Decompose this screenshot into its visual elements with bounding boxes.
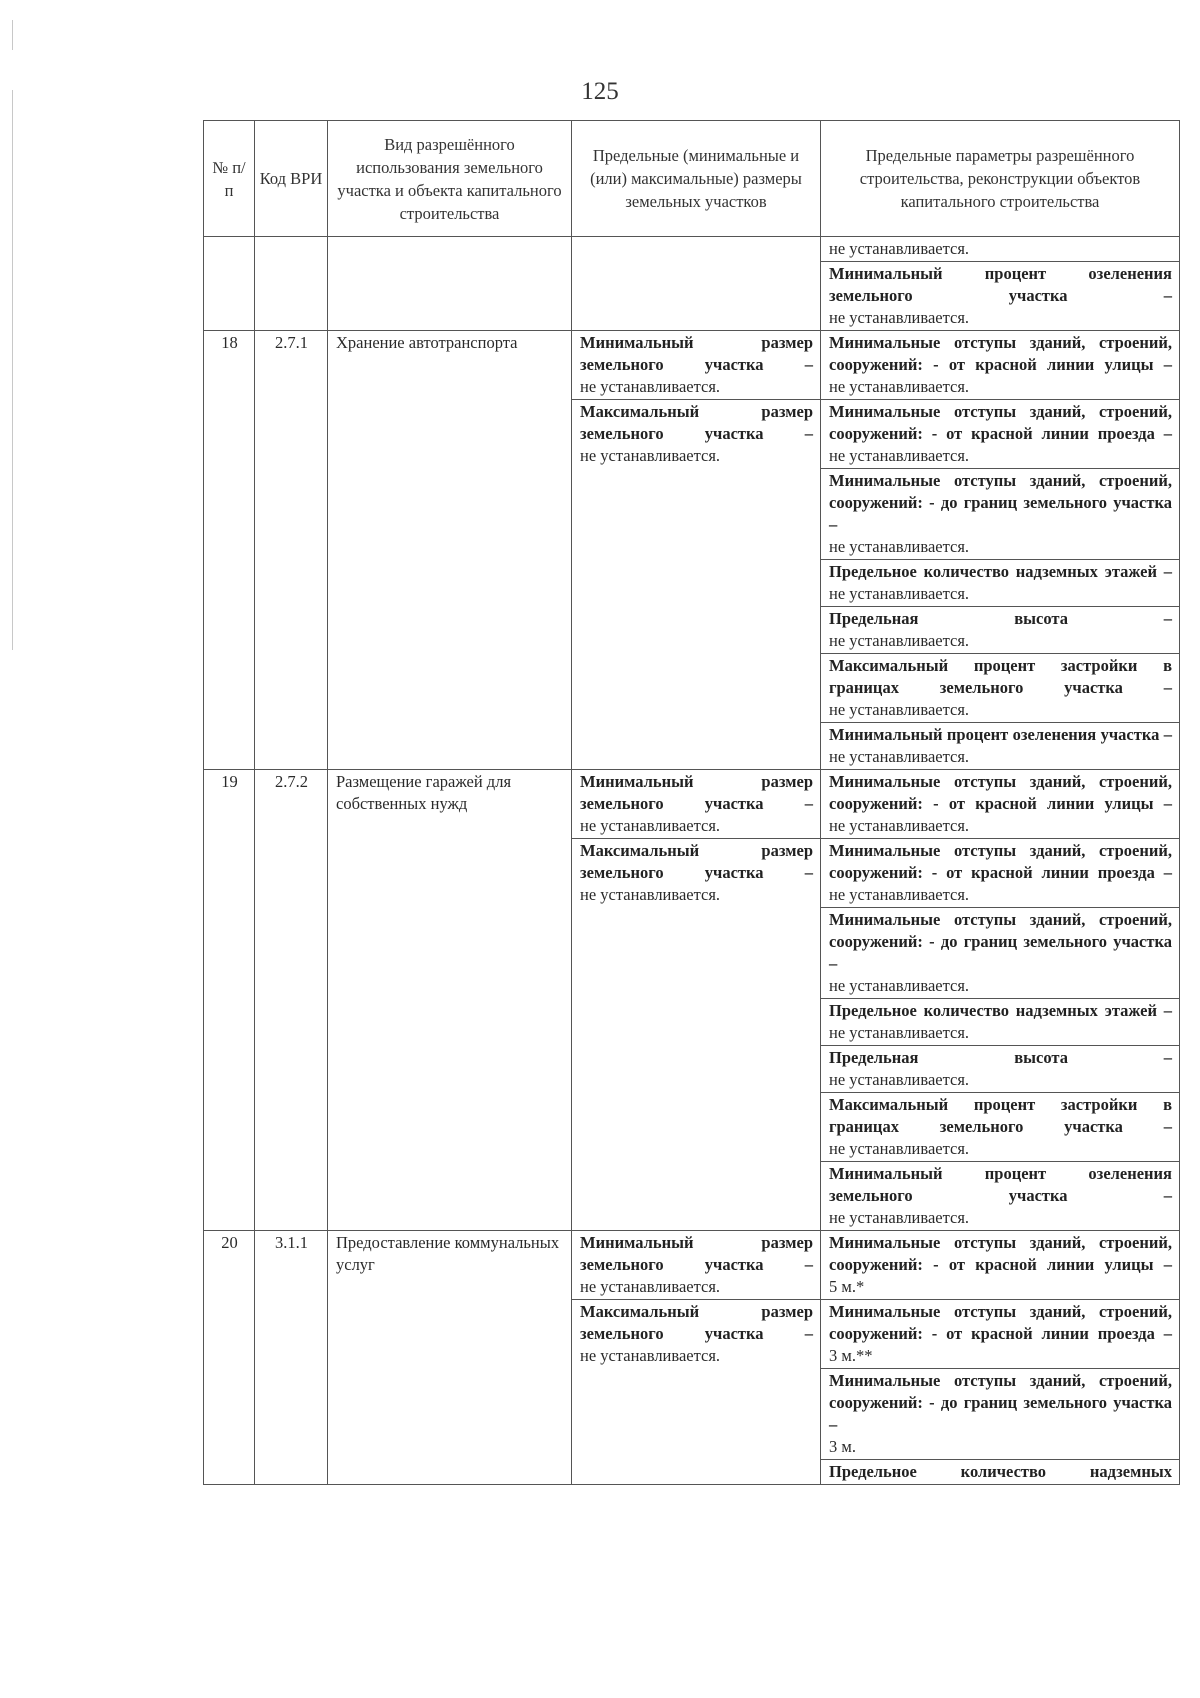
vri-code: 2.7.1	[255, 331, 328, 770]
param-heading: Максимальный процент застройки в границах земельного участка –	[829, 1095, 1172, 1136]
scan-margin-mark	[12, 90, 13, 650]
table-row	[204, 237, 1180, 262]
size-value: не устанавливается.	[580, 446, 721, 465]
param-direction: - от красной линии проезда –	[931, 863, 1173, 882]
param-text: не устанавливается.	[829, 239, 970, 258]
param-heading: Минимальный процент озеленения земельного участка –	[829, 1164, 1172, 1205]
param-cell	[821, 908, 1180, 999]
row-number: 19	[204, 770, 255, 1231]
min-size-cell	[572, 331, 821, 400]
row-number: 20	[204, 1231, 255, 1485]
param-direction: - от красной линии улицы –	[933, 1255, 1172, 1274]
scan-margin-mark	[12, 20, 13, 50]
use-type-name: Предоставление коммунальных услуг	[328, 1231, 572, 1485]
size-heading: Минимальный размер земельного участка –	[580, 333, 813, 374]
param-heading: Минимальные отступы зданий, строений, сооружений:	[829, 333, 1172, 374]
cell-code	[255, 237, 328, 331]
table-row	[204, 770, 1180, 839]
header-params: Предельные параметры разрешённого строительства, реконструкции объектов капитального строительства	[821, 121, 1180, 237]
param-heading: Минимальные отступы зданий, строений, сооружений:	[829, 402, 1172, 443]
size-heading: Минимальный размер земельного участка –	[580, 772, 813, 813]
param-direction: - от красной линии улицы –	[933, 355, 1172, 374]
size-value: не устанавливается.	[580, 377, 721, 396]
param-cell	[821, 1460, 1180, 1485]
param-value: не устанавливается.	[829, 885, 970, 904]
cell-use	[328, 237, 572, 331]
header-num: № п/п	[204, 121, 255, 237]
param-heading: Минимальные отступы зданий, строений, сооружений:	[829, 1371, 1172, 1412]
param-heading: Минимальные отступы зданий, строений, сооружений:	[829, 1233, 1172, 1274]
param-cell	[821, 262, 1180, 331]
param-cell	[821, 654, 1180, 723]
param-cell	[821, 1046, 1180, 1093]
param-cell	[821, 607, 1180, 654]
param-heading: Предельное количество надземных этажей –	[829, 1001, 1172, 1020]
param-cell	[821, 469, 1180, 560]
header-sizes: Предельные (минимальные и (или) максимальные) размеры земельных участков	[572, 121, 821, 237]
cell-size	[572, 237, 821, 331]
max-size-cell	[572, 400, 821, 770]
size-heading: Максимальный размер земельного участка –	[580, 841, 813, 882]
size-heading: Максимальный размер земельного участка –	[580, 402, 813, 443]
param-value: не устанавливается.	[829, 700, 970, 719]
min-size-cell	[572, 770, 821, 839]
param-cell	[821, 400, 1180, 469]
param-heading: Предельное количество надземных этажей –	[829, 562, 1172, 581]
header-use: Вид разрешённого использования земельного участка и объекта капитального строительства	[328, 121, 572, 237]
size-heading: Максимальный размер земельного участка –	[580, 1302, 813, 1343]
size-value: не устанавливается.	[580, 816, 721, 835]
param-cell	[821, 1231, 1180, 1300]
param-heading: Максимальный процент застройки в границах земельного участка –	[829, 656, 1172, 697]
param-heading: Минимальные отступы зданий, строений, сооружений:	[829, 772, 1172, 813]
param-heading: Минимальный процент озеленения участка –	[829, 725, 1172, 744]
param-value: не устанавливается.	[829, 1070, 970, 1089]
param-cell	[821, 331, 1180, 400]
param-cell	[821, 1369, 1180, 1460]
param-cell	[821, 723, 1180, 770]
max-size-cell	[572, 839, 821, 1231]
param-heading: Минимальные отступы зданий, строений, сооружений:	[829, 841, 1172, 882]
param-value: не устанавливается.	[829, 1139, 970, 1158]
param-cell	[821, 560, 1180, 607]
param-heading: Предельная высота –	[829, 1048, 1172, 1067]
param-value: не устанавливается.	[829, 631, 970, 650]
size-value: не устанавливается.	[580, 1277, 721, 1296]
param-direction: - до границ земельного участка –	[829, 1393, 1172, 1434]
param-value: не устанавливается.	[829, 816, 970, 835]
param-cell	[821, 839, 1180, 908]
param-value: не устанавливается.	[829, 1023, 970, 1042]
param-cell	[821, 1093, 1180, 1162]
param-value: не устанавливается.	[829, 747, 970, 766]
param-cell	[821, 770, 1180, 839]
max-size-cell	[572, 1300, 821, 1485]
param-heading: Предельная высота –	[829, 609, 1172, 628]
param-value: не устанавливается.	[829, 976, 970, 995]
table-header-row	[204, 121, 1180, 237]
vri-code: 3.1.1	[255, 1231, 328, 1485]
size-heading: Минимальный размер земельного участка –	[580, 1233, 813, 1274]
param-text: не устанавливается.	[829, 308, 970, 327]
param-heading: Минимальные отступы зданий, строений, сооружений:	[829, 471, 1172, 512]
param-value: не устанавливается.	[829, 446, 970, 465]
use-type-name: Размещение гаражей для собственных нужд	[328, 770, 572, 1231]
param-heading: Минимальный процент озеленения земельного участка –	[829, 264, 1172, 305]
header-code: Код ВРИ	[255, 121, 328, 237]
param-value: не устанавливается.	[829, 1208, 970, 1227]
min-size-cell	[572, 1231, 821, 1300]
param-direction: - до границ земельного участка –	[829, 493, 1172, 534]
param-cell	[821, 1300, 1180, 1369]
param-direction: - до границ земельного участка –	[829, 932, 1172, 973]
param-direction: - от красной линии проезда –	[931, 1324, 1173, 1343]
param-value: не устанавливается.	[829, 584, 970, 603]
vri-code: 2.7.2	[255, 770, 328, 1231]
table-row	[204, 1231, 1180, 1300]
size-value: не устанавливается.	[580, 885, 721, 904]
param-value: 5 м.*	[829, 1277, 865, 1296]
cell-num	[204, 237, 255, 331]
table-row	[204, 331, 1180, 400]
param-value: 3 м.	[829, 1437, 856, 1456]
param-direction: - от красной линии улицы –	[933, 794, 1172, 813]
param-heading: Предельное количество надземных	[829, 1462, 1172, 1481]
param-value: не устанавливается.	[829, 377, 970, 396]
param-direction: - от красной линии проезда –	[931, 424, 1173, 443]
size-value: не устанавливается.	[580, 1346, 721, 1365]
param-cell	[821, 1162, 1180, 1231]
param-heading: Минимальные отступы зданий, строений, сооружений:	[829, 910, 1172, 951]
param-cell	[821, 237, 1180, 262]
param-heading: Минимальные отступы зданий, строений, сооружений:	[829, 1302, 1172, 1343]
param-value: не устанавливается.	[829, 537, 970, 556]
param-cell	[821, 999, 1180, 1046]
regulations-table	[203, 120, 1180, 1485]
page-number: 125	[581, 78, 619, 105]
use-type-name: Хранение автотранспорта	[328, 331, 572, 770]
row-number: 18	[204, 331, 255, 770]
param-value: 3 м.**	[829, 1346, 873, 1365]
